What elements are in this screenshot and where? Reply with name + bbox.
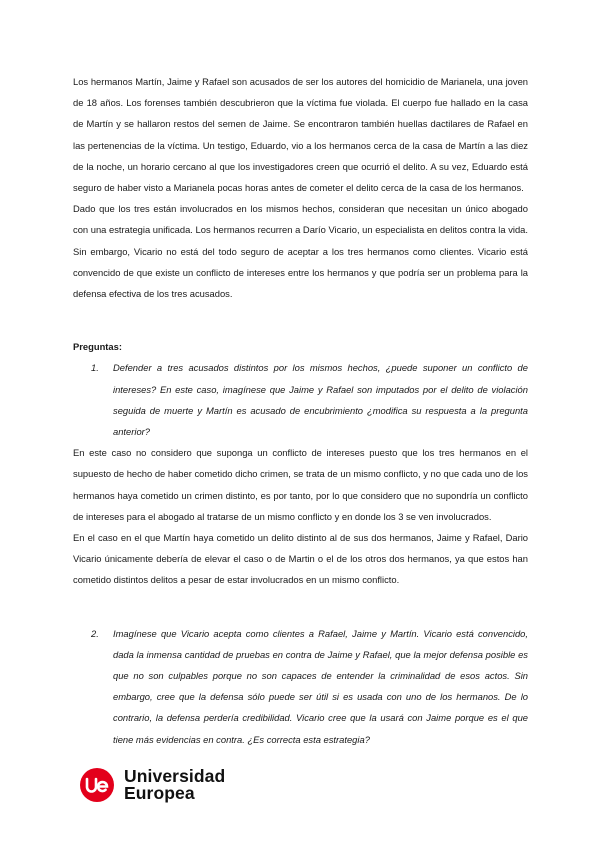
answer-paragraph-1: En este caso no considero que suponga un conflicto de intereses puesto que los tres hermanos en el supuesto de hecho de haber cometido dicho crimen, se trata de un mismo conflicto, y no que cada uno de los hermanos haya cometido un crimen distinto, es por tanto, por lo que considero que no supondría un conflicto de intereses para el abogado al tratarse de un mismo conflicto y en donde los 3 se ven involucrados. bbox=[73, 447, 528, 522]
question-1-number: 1. bbox=[91, 362, 99, 374]
university-logo bbox=[80, 768, 225, 802]
question-1-text: Defender a tres acusados distintos por los mismos hechos, ¿puede suponer un conflicto de intereses? En este caso, imagínese que Jaime y Rafael son imputados por el delito de violación seguida de muerte y Martín es acusado de encubrimiento ¿modifica su respuesta a la pregunta anterior? bbox=[113, 362, 528, 438]
document-body bbox=[73, 71, 528, 750]
ue-logo-icon bbox=[80, 768, 114, 802]
questions-heading: Preguntas: bbox=[73, 341, 122, 353]
case-paragraph-2: Dado que los tres están involucrados en los mismos hechos, consideran que necesitan un único abogado con una estrategia unificada. Los hermanos recurren a Darío Vicario, un especialista en delitos contra la vida. Sin embargo, Vicario no está del todo seguro de aceptar a los tres hermanos como clientes. Vicario está convencido de que existe un conflicto de intereses entre los hermanos y que podría ser un problema para la defensa efectiva de los tres acusados. bbox=[73, 203, 528, 300]
case-paragraph-1: Los hermanos Martín, Jaime y Rafael son acusados de ser los autores del homicidio de Marianela, una joven de 18 años. Los forenses también descubrieron que la víctima fue violada. El cuerpo fue hallado en la casa de Martín y se hallaron restos del semen de Jaime. Se encontraron también huellas dactilares de Rafael en las pertenencias de la víctima. Un testigo, Eduardo, vio a los hermanos cerca de la casa de Martín a las diez de la noche, un horario cercano al que los investigadores creen que ocurrió el delito. A su vez, Eduardo está seguro de haber visto a Marianela pocas horas antes de cometer el delito cerca de la casa de los hermanos. bbox=[73, 76, 528, 194]
answer-paragraph-2: En el caso en el que Martín haya cometido un delito distinto al de sus dos hermanos, Jaime y Rafael, Dario Vicario únicamente debería de elevar el caso o de Martin o el de los otros dos hermanos, ya que estos han cometido distintos delitos a pesar de estar involucrados en un mismo conflicto. bbox=[73, 532, 528, 586]
logo-line-2: Europea bbox=[124, 783, 195, 803]
spacer bbox=[73, 304, 528, 336]
question-2-number: 2. bbox=[91, 627, 99, 639]
spacer bbox=[73, 591, 528, 623]
logo-wordmark bbox=[124, 768, 225, 802]
question-1 bbox=[73, 357, 528, 442]
question-2-text: Imagínese que Vicario acepta como clientes a Rafael, Jaime y Martín. Vicario está convencido, dada la inmensa cantidad de pruebas en contra de Jaime y Rafael, que la mejor defensa posible es que no son culpables porque no son capaces de entender la criminalidad de esos actos. Sin embargo, cree que la defensa sólo puede ser útil si es usada con uno de los hermanos. De lo contrario, la defensa perdería credibilidad. Vicario cree que la usará con Jaime porque es el que tiene más evidencias en contra. ¿Es correcta esta estrategia? bbox=[113, 627, 528, 745]
question-2 bbox=[73, 623, 528, 750]
logo-line-1: Universidad bbox=[124, 766, 226, 786]
